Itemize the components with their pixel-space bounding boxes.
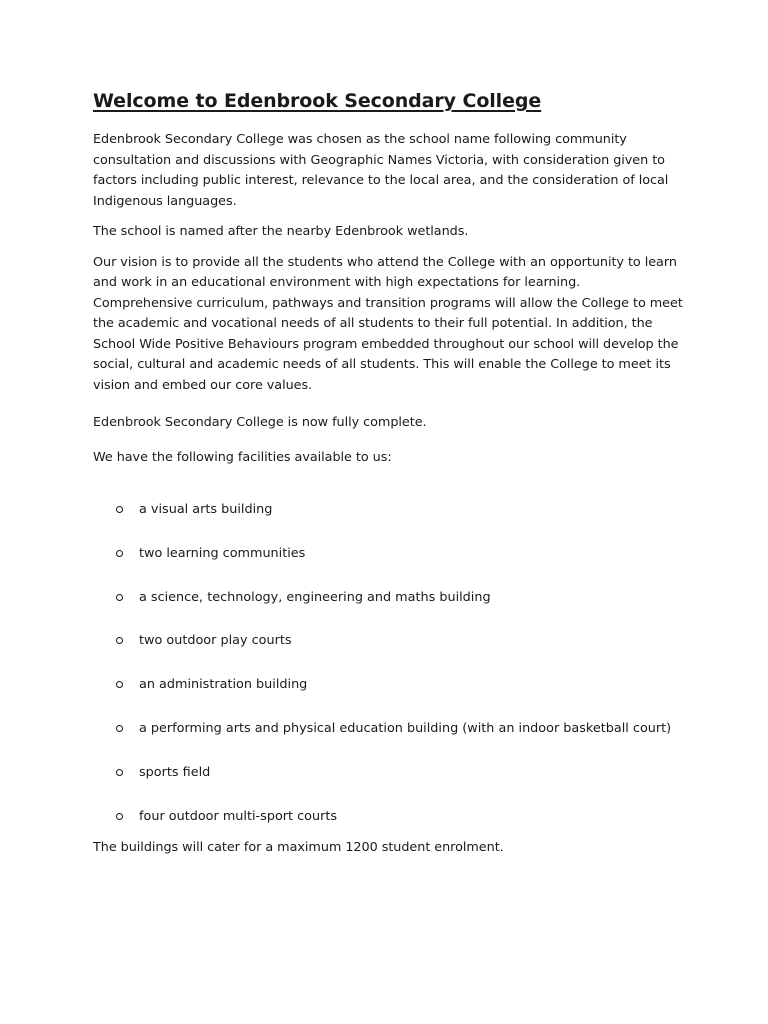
list-item-text: a performing arts and physical education building (with an indoor basketball court) <box>139 720 672 736</box>
list-item-text: two learning communities <box>139 545 306 561</box>
circle-bullet-icon <box>116 594 123 601</box>
list-item <box>93 500 683 544</box>
list-item-text: four outdoor multi-sport courts <box>139 808 338 824</box>
list-item <box>93 631 683 675</box>
list-item-text: sports field <box>139 764 211 780</box>
list-item <box>93 544 683 588</box>
list-item <box>93 719 683 763</box>
list-item <box>93 588 683 632</box>
paragraph-closing: The buildings will cater for a maximum 1200 student enrolment. <box>93 840 504 856</box>
circle-bullet-icon <box>116 681 123 688</box>
circle-bullet-icon <box>116 725 123 732</box>
list-item-text: a science, technology, engineering and maths building <box>139 589 491 605</box>
circle-bullet-icon <box>116 769 123 776</box>
circle-bullet-icon <box>116 550 123 557</box>
list-item <box>93 807 683 851</box>
circle-bullet-icon <box>116 506 123 513</box>
list-item <box>93 675 683 719</box>
circle-bullet-icon <box>116 813 123 820</box>
list-item <box>93 763 683 807</box>
list-item-text: an administration building <box>139 677 308 693</box>
facilities-list <box>93 500 683 850</box>
document-body <box>93 86 683 859</box>
paragraph-complete: Edenbrook Secondary College is now fully complete. <box>93 415 427 430</box>
list-item-text: two outdoor play courts <box>139 633 292 649</box>
paragraph-school-name: Edenbrook Secondary College was chosen as the school name following community consultation and discussions with Geographic Names Victoria, with consideration given to factors including public interest, relevance to the local area, and the consideration of local Indigenous languages. <box>93 132 669 209</box>
page-title: Welcome to Edenbrook Secondary College <box>93 90 542 112</box>
paragraph-facilities-intro: We have the following facilities available to us: <box>93 449 392 465</box>
paragraph-named-after: The school is named after the nearby Edenbrook wetlands. <box>93 224 469 239</box>
circle-bullet-icon <box>116 637 123 644</box>
list-item-text: a visual arts building <box>139 502 273 517</box>
paragraph-vision: Our vision is to provide all the students who attend the College with an opportunity to learn and work in an educational environment with high expectations for learning. Comprehensive curriculum, pathways and transition programs will allow the College to meet the academic and vocational needs of all students to their full potential. In addition, the School Wide Positive Behaviours program embedded throughout our school will develop the social, cultural and academic needs of all students. This will enable the College to meet its vision and embed our core values. <box>93 254 683 393</box>
